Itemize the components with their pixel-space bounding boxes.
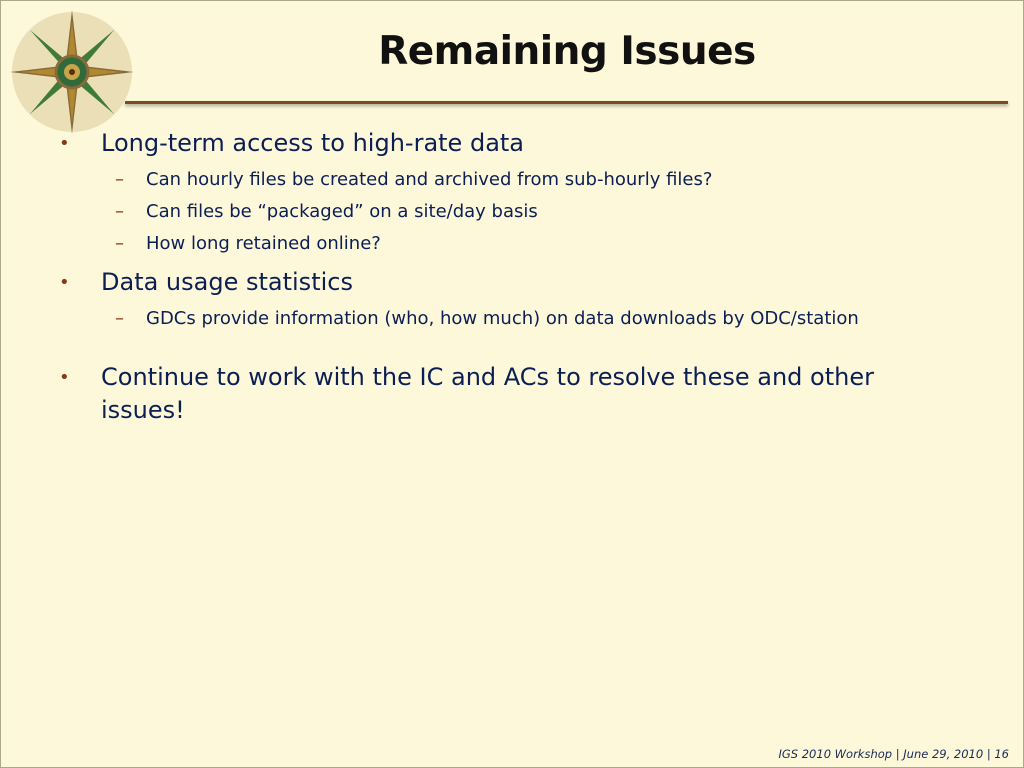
bullet-glyph: • <box>59 133 70 154</box>
sub-bullet-item <box>59 232 959 256</box>
sub-bullet-text: How long retained online? <box>146 233 381 254</box>
sub-bullet-item <box>59 168 959 192</box>
sub-bullet-text: GDCs provide information (who, how much) on data downloads by ODC/station <box>146 308 859 329</box>
dash-glyph: – <box>115 201 124 222</box>
bullet-item <box>59 361 959 427</box>
dash-glyph: – <box>115 233 124 254</box>
slide-content <box>59 127 959 427</box>
bullet-item <box>59 127 959 160</box>
dash-glyph: – <box>115 169 124 190</box>
bullet-text: Continue to work with the IC and ACs to resolve these and other issues! <box>101 363 874 424</box>
sub-bullet-text: Can hourly files be created and archived from sub-hourly files? <box>146 169 713 190</box>
sub-bullet-text: Can files be “packaged” on a site/day basis <box>146 201 538 222</box>
sub-bullet-item <box>59 307 959 331</box>
bullet-text: Data usage statistics <box>101 268 353 296</box>
bullet-item <box>59 266 959 299</box>
dash-glyph: – <box>115 308 124 329</box>
slide-footer: IGS 2010 Workshop | June 29, 2010 | 16 <box>778 747 1009 761</box>
slide-title: Remaining Issues <box>378 29 756 74</box>
title-rule <box>125 101 1008 104</box>
sub-bullet-item <box>59 200 959 224</box>
bullet-text: Long-term access to high-rate data <box>101 129 525 157</box>
bullet-glyph: • <box>59 367 70 388</box>
bullet-glyph: • <box>59 272 70 293</box>
compass-rose-icon <box>7 7 137 137</box>
